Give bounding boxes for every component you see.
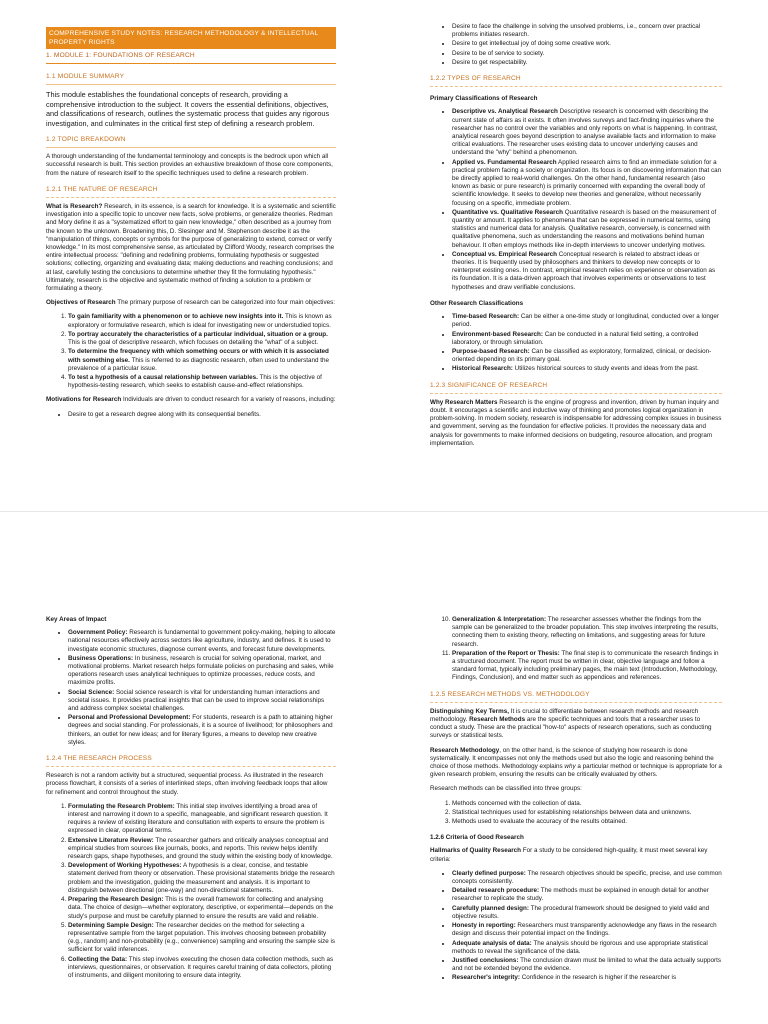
list-item: • Desire to get a research degree along with its consequential benefits.: [68, 411, 336, 419]
item-bold: Social Science:: [68, 688, 115, 696]
list-item: [452, 616, 722, 649]
item-text: Researchers must transparently acknowledge any flaws in the research design and discuss their potential impact on the findings.: [452, 922, 717, 938]
item-text: The final step is to communicate the research findings in a structured document. The report must be written in clear, objective language and follow a standard format, typically including preliminary pages, the main text (Introduction, Methodology, Findings, Conclusion), and end matter such as appendices and references.: [452, 649, 719, 682]
list-item: 1. Methods concerned with the collection of data.: [452, 800, 722, 808]
item-bold: Preparation of the Report or Thesis:: [452, 649, 560, 657]
list-item: [452, 331, 722, 347]
item-text: This is the overall framework for collecting and analysing data. The choice of design—whether exploratory, descriptive, or experimental—depends on the study's purpose and must be carefully planned to ensure the results are valid and reliable.: [68, 896, 334, 920]
types-heading: 1.2.2 TYPES OF RESEARCH: [430, 75, 722, 87]
summary-text: This module establishes the foundational concepts of research, providing a comprehensive introduction to the subject. It covers the essential definitions, objectives, and classifications of research, outlines the systematic process that guides any rigorous investigation, and culminates in the critical first step of defining a research problem.: [46, 90, 330, 128]
list-item: [68, 896, 336, 921]
what-label: What is Research?: [46, 203, 103, 211]
item-text: A hypothesis is a clear, concise, and testable statement derived from theory or observation. These provisional statements bridge the research problem and the investigation, guiding the measurement and analysis. It is important to distinguish between directional (one-way) and non-directional statements.: [68, 862, 335, 894]
item-bold: Extensive Literature Review:: [68, 836, 154, 844]
item-text: The analysis should be rigorous and use appropriate statistical methods to reveal the significance of the data.: [452, 939, 708, 955]
methodology-paragraph: [430, 747, 722, 780]
rm-text-2: a particular method or technique is appropriate for a given research problem, ensuring the results can be critically evaluated by others.: [430, 763, 722, 779]
list-item: 3. Methods used to evaluate the accuracy of the results obtained.: [452, 818, 722, 826]
list-item: [68, 331, 336, 347]
item-text: Can be conducted in a natural field setting, a controlled laboratory, or through simulation.: [452, 330, 699, 346]
objectives-list: [46, 313, 336, 390]
list-item: [452, 209, 722, 250]
item-text: This is the objective of hypothesis-testing research, which seeks to establish cause-and-effect relationships.: [68, 373, 322, 390]
item-text: Can be classified as exploratory, formalized, clinical, or decision-oriented depending on its primary goal.: [452, 347, 712, 364]
topic-text: A thorough understanding of the fundamental terminology and concepts is the bedrock upon which all successful research is built. This section provides an exhaustive breakdown of those core components, from the nature of research itself to the specific techniques used to define a research problem.: [46, 153, 333, 177]
item-bold: Personal and Professional Development:: [68, 714, 191, 722]
hallmarks-text: For a study to be considered high-quality, it must meet several key criteria:: [430, 847, 708, 863]
page-2-right-column: [430, 616, 722, 989]
process-steps-list: [46, 803, 336, 980]
significance-heading: 1.2.3 SIGNIFICANCE OF RESEARCH: [430, 382, 722, 394]
primary-classifications-list: [430, 108, 722, 291]
item-text: The conclusion drawn must be limited to what the data actually supports and not be extended beyond the evidence.: [452, 956, 722, 973]
list-item: [68, 374, 336, 390]
item-text: This is known as exploratory or formulative research, which is ideal for investigating new or understudied topics.: [68, 313, 332, 329]
criteria-list: [430, 870, 722, 983]
item-text: Social science research is vital for understanding human interactions and societal issues. It provides practical insights that can be used to improve social relationships and address complex societal challenges.: [68, 688, 325, 713]
primary-classifications-label: Primary Classifications of Research: [430, 95, 538, 103]
hallmarks-label: Hallmarks of Quality Research: [430, 847, 521, 855]
item-bold: Determining Sample Design:: [68, 921, 154, 929]
methods-heading: 1.2.5 RESEARCH METHODS VS. METHODOLOGY: [430, 691, 722, 703]
what-text: Research, in its essence, is a search for knowledge. It is a systematic and scientific investigation into a specific topic to uncover new facts, solve problems, or generalize theories. Redman and Mory define it as a "systematized effort to gain new knowledge," often described as a journey from the known to the unknown. Broadening this, D. Slesinger and M. Stephenson describe it as the "manipulation of things, concepts or symbols for the purpose of generalizing to extend, correct or verify knowledge." In its most comprehensive sense, as articulated by Clifford Woody, research comprises the entire intellectual process: "defining and redefining problems, formulating hypothesis or suggested solutions; collecting, organizing and evaluating data; making deductions and reaching conclusions; and at last, carefully testing the conclusions to determine whether they fit the formulating hypothesis." Ultimately, research is the objective and systematic method of finding a solution to a problem or formulating a theory.: [46, 203, 336, 293]
page-2-left-column: [46, 616, 336, 986]
list-item: [68, 348, 336, 373]
why-research-matters-paragraph: [430, 399, 722, 448]
list-item: [68, 629, 336, 654]
list-item: 2. Statistical techniques used for establishing relationships between data and unknowns.: [452, 809, 722, 817]
objectives-text: The primary purpose of research can be categorized into four main objectives:: [115, 299, 335, 307]
item-text: The researcher gathers and critically analyses conceptual and empirical studies from sources like journals, books, and reports. This review helps identify research gaps, shape hypotheses, and ground the study within the existing body of knowledge.: [68, 836, 333, 861]
motivations-list-continued: [430, 23, 722, 67]
item-text: Confidence in the research is higher if the researcher is: [520, 974, 677, 982]
item-bold: Environment-based Research:: [452, 330, 543, 338]
list-item: [452, 348, 722, 364]
motivations-paragraph: [46, 396, 336, 404]
list-item: [68, 922, 336, 955]
item-bold: Government Policy:: [68, 629, 128, 637]
document-title: COMPREHENSIVE STUDY NOTES: RESEARCH METHODOLOGY & INTELLECTUAL PROPERTY RIGHTS: [46, 27, 336, 49]
process-steps-list-continued: [430, 616, 722, 683]
list-item: [68, 313, 336, 329]
motivations-text: Individuals are driven to conduct research for a variety of reasons, including:: [121, 396, 336, 404]
item-text: Quantitative research is based on the measurement of quantity or amount. It applies to phenomena that can be expressed in numerical terms, using statistics and numerical data for analysis. Qualitative research, conversely, is concerned with qualitative phenomena, such as understanding the reasons and motivations behind human behaviour. It often employs methods like in-depth interviews to uncover underlying motives.: [452, 208, 717, 249]
page-2: [0, 512, 768, 1024]
impact-list: [46, 629, 336, 747]
objectives-label: Objectives of Research: [46, 299, 116, 307]
item-bold: Purpose-based Research:: [452, 347, 530, 355]
item-text: Descriptive research is concerned with describing the current state of affairs as it exists. It often involves surveys and fact-finding inquiries where the researcher has no control over the variables and only reports on what is happening. In contrast, analytical research goes beyond description to analyse available facts and information to make critical evaluations. The researcher uses existing data to uncover underlying causes and understand the "why" behind a phenomenon.: [452, 108, 718, 157]
list-item: [68, 956, 336, 981]
item-text: This is referred to as diagnostic research, often used to understand the prevalence of a particular issue.: [68, 356, 329, 372]
item-bold: Adequate analysis of data:: [452, 939, 532, 947]
list-item: [452, 650, 722, 683]
list-item: [68, 689, 336, 714]
item-text: In business, research is crucial for solving operational, market, and motivational problems. Market research helps formulate policies on purchasing and sales, while operations research uses analytical techniques to optimize processes, reduce costs, and maximize profits.: [68, 654, 334, 687]
list-item: [68, 837, 336, 862]
item-bold: Conceptual vs. Empirical Research: [452, 250, 557, 258]
list-item: [452, 887, 722, 903]
list-item: [452, 108, 722, 157]
rm-text-1: , on the other hand, is the science of studying how research is done systematically. It encompasses not only the methods used but also the logic and reasoning behind the choice of those methods. Methodology explains: [430, 746, 714, 771]
item-bold: To determine the frequency with which something occurs or with which it is associated with something else.: [68, 348, 329, 364]
process-text: Research is not a random activity but a structured, sequential process. As illustrated in the research process flowchart, it consists of a series of interlinked steps, often involving feedback loops that allow for refinement and control throughout the study.: [46, 772, 328, 796]
list-item: [452, 957, 722, 973]
item-text: This step involves executing the chosen data collection methods, such as interviews, questionnaires, or observation. It requires careful training of data collectors, piloting of instruments, and diligent monitoring to ensure data integrity.: [68, 955, 334, 979]
item-bold: Development of Working Hypotheses:: [68, 862, 182, 870]
list-item: [68, 862, 336, 895]
list-item: [452, 940, 722, 956]
item-bold: Researcher's integrity:: [452, 974, 520, 982]
module-heading: 1. MODULE 1: FOUNDATIONS OF RESEARCH: [46, 52, 336, 64]
page-1-left-column: [46, 27, 336, 425]
list-item: [68, 803, 336, 836]
criteria-heading: 1.2.6 Criteria of Good Research: [430, 834, 524, 842]
item-text: Can be either a one-time study or longitudinal, conducted over a longer period.: [452, 313, 719, 329]
why-label: Why Research Matters: [430, 398, 498, 406]
motivations-label: Motivations for Research: [46, 396, 122, 404]
list-item: [68, 655, 336, 688]
item-text: This is the goal of descriptive research, which focuses on detailing the "what" of a subject.: [68, 339, 319, 347]
process-heading: 1.2.4 THE RESEARCH PROCESS: [46, 755, 336, 767]
item-bold: Formulating the Research Problem:: [68, 802, 175, 810]
list-item: [452, 365, 722, 373]
rm-label: Research Methodology: [430, 746, 500, 754]
item-text: This initial step involves identifying a broad area of interest and narrowing it down to a specific, manageable, and significant research question. It requires a review of existing literature and consultation with experts to ensure the problem is expressed in clear, operational terms.: [68, 802, 328, 835]
list-item: [68, 714, 336, 747]
list-item: [452, 974, 722, 982]
list-item: [452, 922, 722, 938]
item-bold: Clearly defined purpose:: [452, 869, 526, 877]
other-classifications-list: [430, 313, 722, 373]
item-bold: Quantitative vs. Qualitative Research: [452, 208, 563, 216]
dist-text-1: It is crucial to differentiate between research methods and research methodology.: [430, 707, 699, 724]
item-bold: Applied vs. Fundamental Research: [452, 158, 557, 166]
item-bold: Business Operations:: [68, 654, 134, 662]
nature-heading: 1.2.1 THE NATURE OF RESEARCH: [46, 186, 336, 198]
list-item: • Desire to get intellectual joy of doing some creative work.: [452, 40, 722, 48]
groups-intro: Research methods can be classified into three groups:: [430, 785, 582, 793]
item-text: For students, research is a path to attaining higher degrees and social standing. For professionals, it is a source of livelihood; for philosophers and thinkers, an outlet for new ideas; and for literary figures, a means to develop new creative styles.: [68, 714, 333, 746]
item-bold: Descriptive vs. Analytical Research: [452, 108, 558, 116]
other-classifications-label: Other Research Classifications: [430, 299, 524, 307]
motivations-list: [46, 411, 336, 419]
groups-list: [430, 800, 722, 827]
item-text: Applied research aims to find an immediate solution for a practical problem facing a society or organization. Its focus is on discovering information that can be directly applied to real-world challenges. On the other hand, fundamental research (also known as basic or pure research) is primarily concerned with expanding the overall body of scientific knowledge. It seeks to develop new theories and generalize, without necessarily focusing on a specific, immediate problem.: [452, 158, 722, 207]
item-text: The research objectives should be specific, precise, and use common concepts consistently.: [452, 869, 722, 886]
item-bold: Collecting the Data:: [68, 955, 128, 963]
item-text: Conceptual research is related to abstract ideas or theories. It is frequently used by philosophers and thinkers to develop new concepts or to reinterpret existing ones. In contrast, empirical research relies on experience or observation as its foundation. It is a data-driven approach that involves experiments or observations to test hypotheses and draw verifiable conclusions.: [452, 250, 716, 291]
list-item: • Desire to get respectability.: [452, 59, 722, 67]
item-text: The procedural framework should be designed to yield valid and objective results.: [452, 904, 710, 920]
list-item: [452, 905, 722, 921]
distinguishing-paragraph: [430, 708, 722, 741]
item-text: The researcher decides on the method for selecting a representative sample from the target population. This involves choosing between probability (e.g., random) and non-probability (e.g., convenience) sampling and ensuring the sample size is sufficient for valid inferences.: [68, 921, 336, 954]
summary-heading: 1.1 MODULE SUMMARY: [46, 73, 336, 85]
list-item: • Desire to be of service to society.: [452, 50, 722, 58]
topic-heading: 1.2 TOPIC BREAKDOWN: [46, 136, 336, 148]
item-bold: To portray accurately the characteristics of a particular individual, situation or a group.: [68, 330, 328, 338]
item-text: The methods must be explained in enough detail for another researcher to replicate the study.: [452, 887, 709, 903]
item-text: The researcher assesses whether the findings from the sample can be generalized to the broader population. This step involves interpreting the results, connecting them to existing theory, reflecting on limitations, and suggesting areas for future research.: [452, 616, 719, 648]
item-bold: Time-based Research:: [452, 313, 520, 321]
item-bold: Detailed research procedure:: [452, 887, 540, 895]
list-item: • Desire to face the challenge in solving the unsolved problems, i.e., concern over practical problems initiates research.: [452, 23, 722, 39]
dist-label: Distinguishing Key Terms,: [430, 707, 509, 715]
list-item: [452, 313, 722, 329]
item-bold: Generalization & Interpretation:: [452, 616, 547, 623]
item-bold: To test a hypothesis of a causal relationship between variables.: [68, 373, 258, 381]
item-text: Utilizes historical sources to study events and ideas from the past.: [512, 365, 699, 373]
list-item: [452, 159, 722, 208]
item-bold: Justified conclusions:: [452, 956, 519, 964]
item-text: Research is fundamental to government policy-making, helping to allocate national resources effectively across sectors like agriculture, industry, and defines. It is used to investigate economic structures, diagnose current events, and forecast future developments.: [68, 629, 336, 653]
item-bold: Carefully planned design:: [452, 904, 529, 912]
dist-text-2: are the specific techniques and tools that a researcher uses to conduct a study. These are the practical "how-to" aspects of research operations, such as conducting surveys or statistical tests.: [430, 716, 712, 740]
rm-emphasis: why: [564, 763, 576, 771]
item-bold: Historical Research:: [452, 365, 513, 373]
item-bold: Honesty in reporting:: [452, 922, 516, 930]
what-is-research-paragraph: [46, 203, 336, 293]
why-text: Research is the engine of progress and invention, driven by human inquiry and doubt. It encourages a scientific and inductive way of thinking and promotes logical organization in problem-solving. In modern society, research is indispensable for addressing complex issues in business and government, serving as the foundation for effective policies. It provides the necessary data and analysis for governments to make informed decisions on budgeting, resource allocation, and program implementation.: [430, 398, 722, 447]
list-item: [452, 870, 722, 886]
hallmarks-paragraph: [430, 847, 722, 863]
dist-bold-2: Research Methods: [469, 716, 526, 724]
item-bold: To gain familiarity with a phenomenon or to achieve new insights into it.: [68, 313, 284, 321]
page-1-right-column: [430, 23, 722, 454]
list-item: [452, 251, 722, 292]
objectives-paragraph: [46, 299, 336, 307]
impact-label: Key Areas of Impact: [46, 616, 107, 623]
item-bold: Preparing the Research Design:: [68, 896, 164, 904]
